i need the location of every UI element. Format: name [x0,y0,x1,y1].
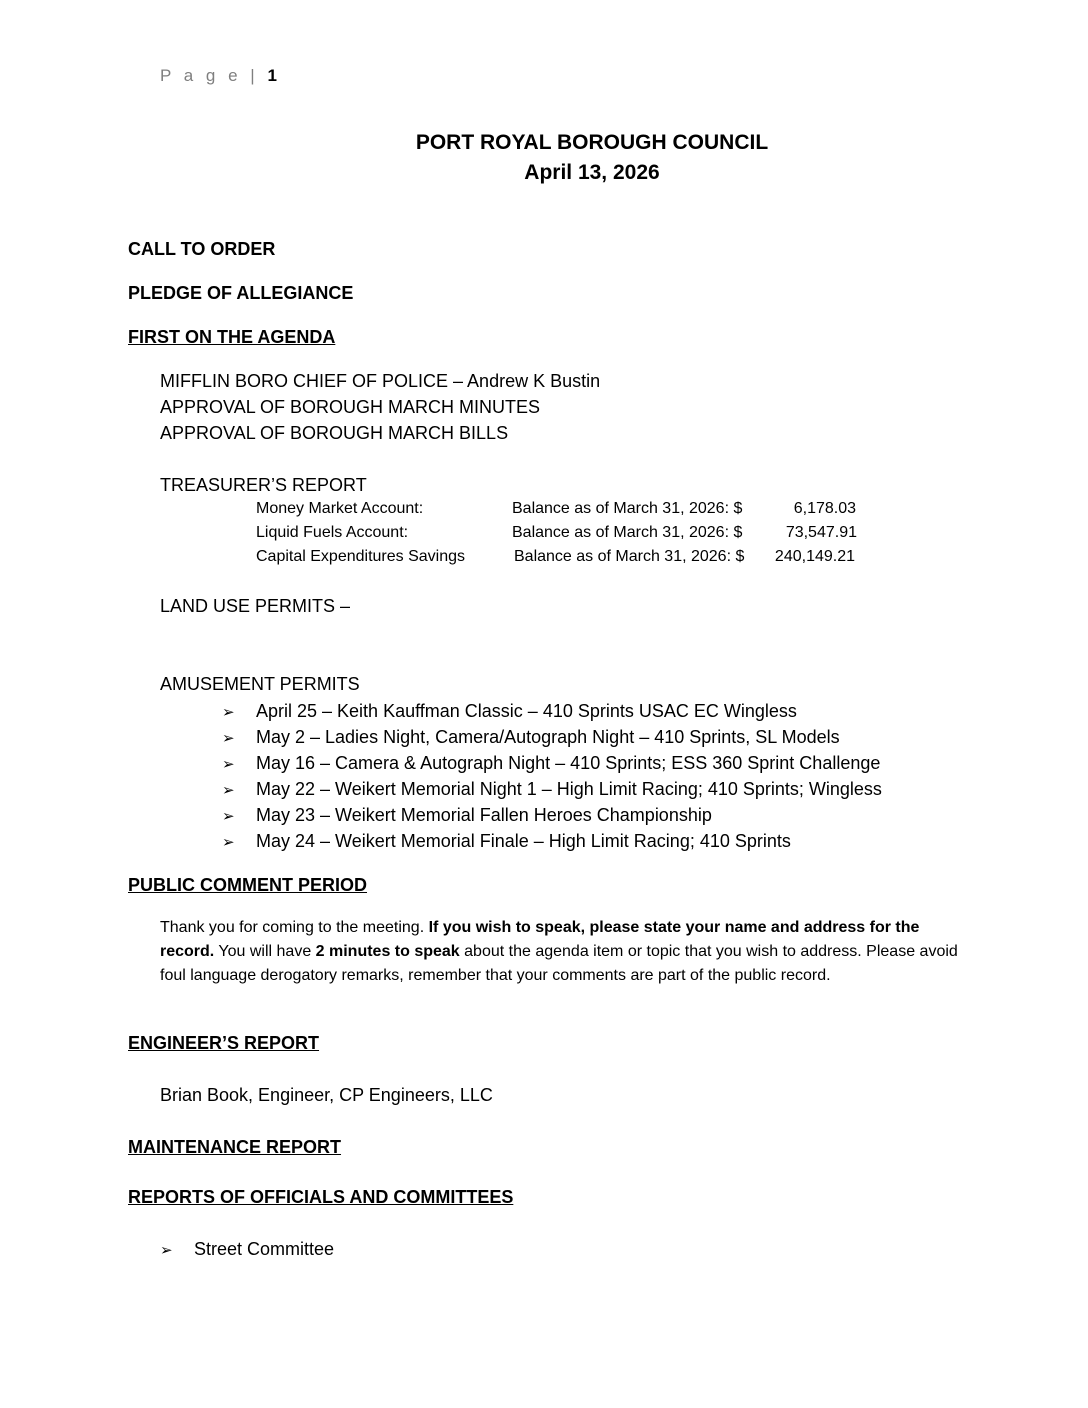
account-amount: 73,547.91 [785,524,857,541]
account-name: Liquid Fuels Account: [256,524,409,541]
meeting-date: April 13, 2026 [524,161,660,184]
account-amount: 240,149.21 [774,548,855,565]
heading-public-comment: PUBLIC COMMENT PERIOD [128,875,368,895]
permit-text: May 22 – Weikert Memorial Night 1 – High Limit Racing; 410 Sprints; Wingless [256,779,882,799]
treasurer-heading: TREASURER’S REPORT [160,475,367,495]
amusement-heading: AMUSEMENT PERMITS [160,674,360,694]
heading-first-on-agenda: FIRST ON THE AGENDA [128,327,336,347]
arrow-bullet-icon: ➢ [222,782,235,799]
list-item [222,805,712,826]
account-balance-label: Balance as of March 31, 2026: $ [512,524,743,541]
heading-officials-committees: REPORTS OF OFFICIALS AND COMMITTEES [128,1187,514,1207]
list-item [222,727,840,748]
agenda-item: APPROVAL OF BOROUGH MARCH MINUTES [160,397,541,417]
engineer-name: Brian Book, Engineer, CP Engineers, LLC [160,1085,493,1105]
page-number-header: P a g e | 1 [160,66,277,85]
permit-text: May 2 – Ladies Night, Camera/Autograph Night – 410 Sprints, SL Models [256,727,840,747]
heading-call-to-order: CALL TO ORDER [128,239,276,259]
account-name: Money Market Account: [256,500,424,517]
committee-name: Street Committee [194,1239,335,1259]
heading-engineer-report: ENGINEER’S REPORT [128,1033,320,1053]
arrow-bullet-icon: ➢ [160,1242,173,1259]
public-comment-paragraph [160,916,972,988]
page-label: P a g e [160,66,242,85]
account-name: Capital Expenditures Savings [256,548,466,565]
list-item [222,753,880,774]
heading-maintenance-report: MAINTENANCE REPORT [128,1137,342,1157]
page-number: 1 [267,66,277,85]
bold-text-run: 2 minutes to speak [315,943,460,960]
permit-text: May 24 – Weikert Memorial Finale – High Limit Racing; 410 Sprints [256,831,791,851]
arrow-bullet-icon: ➢ [222,730,235,747]
permit-text: April 25 – Keith Kauffman Classic – 410 Sprints USAC EC Wingless [256,701,797,721]
arrow-bullet-icon: ➢ [222,704,235,721]
bold-text-run: If you wish to speak, please state your name and address for the record. [160,919,920,960]
document-title: PORT ROYAL BOROUGH COUNCIL [415,131,769,154]
account-balance-label: Balance as of March 31, 2026: $ [512,500,743,517]
permit-text: May 16 – Camera & Autograph Night – 410 Sprints; ESS 360 Sprint Challenge [256,753,881,773]
account-amount: 6,178.03 [793,500,856,517]
text-run: You will have [214,943,316,960]
list-item [222,779,882,800]
list-item [222,701,797,722]
arrow-bullet-icon: ➢ [222,756,235,773]
agenda-item: APPROVAL OF BOROUGH MARCH BILLS [160,423,509,443]
list-item [222,831,791,852]
arrow-bullet-icon: ➢ [222,808,235,825]
list-item [160,1239,334,1260]
agenda-item: MIFFLIN BORO CHIEF OF POLICE – Andrew K Bustin [160,371,601,391]
text-run: Thank you for coming to the meeting. [160,919,429,936]
heading-pledge: PLEDGE OF ALLEGIANCE [128,283,354,303]
land-use-permits: LAND USE PERMITS – [160,596,351,616]
permit-text: May 23 – Weikert Memorial Fallen Heroes Championship [256,805,712,825]
arrow-bullet-icon: ➢ [222,834,235,851]
text-run: about the agenda item or topic that you wish to address. Please avoid foul language derogatory remarks, remember that your comments are part of the public record. [160,943,958,984]
account-balance-label: Balance as of March 31, 2026: $ [514,548,745,565]
